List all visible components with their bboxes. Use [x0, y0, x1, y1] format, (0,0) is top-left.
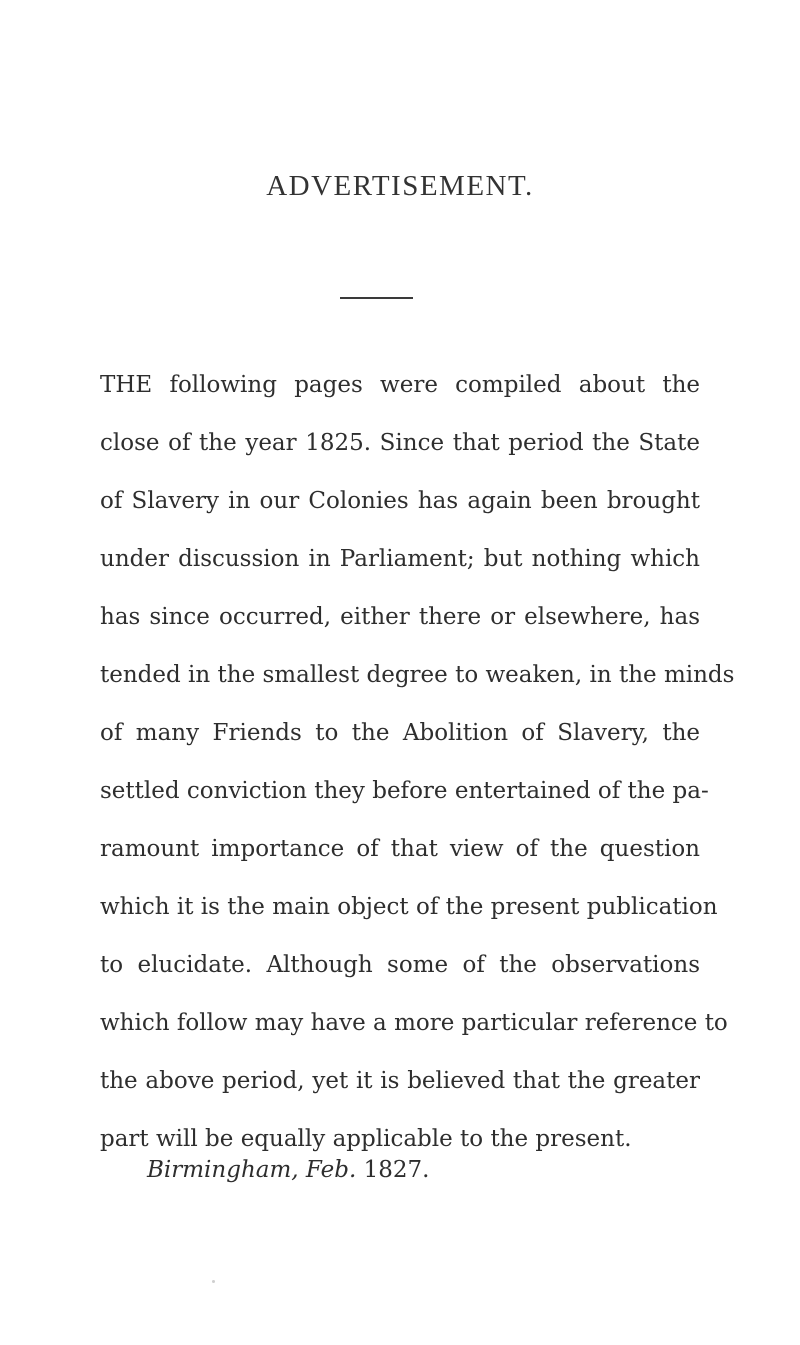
paragraph-line: tended in the smallest degree to weaken, in the minds [100, 662, 735, 688]
signature-line [147, 1150, 429, 1190]
signature-year: 1827. [363, 1157, 430, 1183]
signature-month: Feb. [305, 1157, 357, 1183]
divider-rule [340, 297, 413, 299]
page-heading: ADVERTISEMENT. [266, 170, 534, 202]
body-paragraph [100, 365, 735, 1177]
paragraph-line: settled conviction they before entertained of the pa- [100, 778, 709, 804]
paragraph-line: to elucidate. Although some of the observations [100, 952, 700, 978]
paragraph-line: THE following pages were compiled about the [100, 372, 700, 398]
paragraph-line: ramount importance of that view of the question [100, 836, 700, 862]
paragraph-line: under discussion in Parliament; but nothing which [100, 546, 700, 572]
signature-place: Birmingham, [147, 1157, 299, 1183]
paragraph-line: the above period, yet it is believed that the greater [100, 1068, 700, 1094]
paragraph-line: which it is the main object of the present publication [100, 894, 718, 920]
paragraph-line: close of the year 1825. Since that period the State [100, 430, 700, 456]
paper-speck [212, 1280, 215, 1283]
paragraph-line: of many Friends to the Abolition of Slavery, the [100, 720, 700, 746]
paragraph-line: part will be equally applicable to the present. [100, 1126, 632, 1152]
paragraph-line: of Slavery in our Colonies has again been brought [100, 488, 700, 514]
paragraph-line: which follow may have a more particular reference to [100, 1010, 728, 1036]
paragraph-line: has since occurred, either there or elsewhere, has [100, 604, 700, 630]
